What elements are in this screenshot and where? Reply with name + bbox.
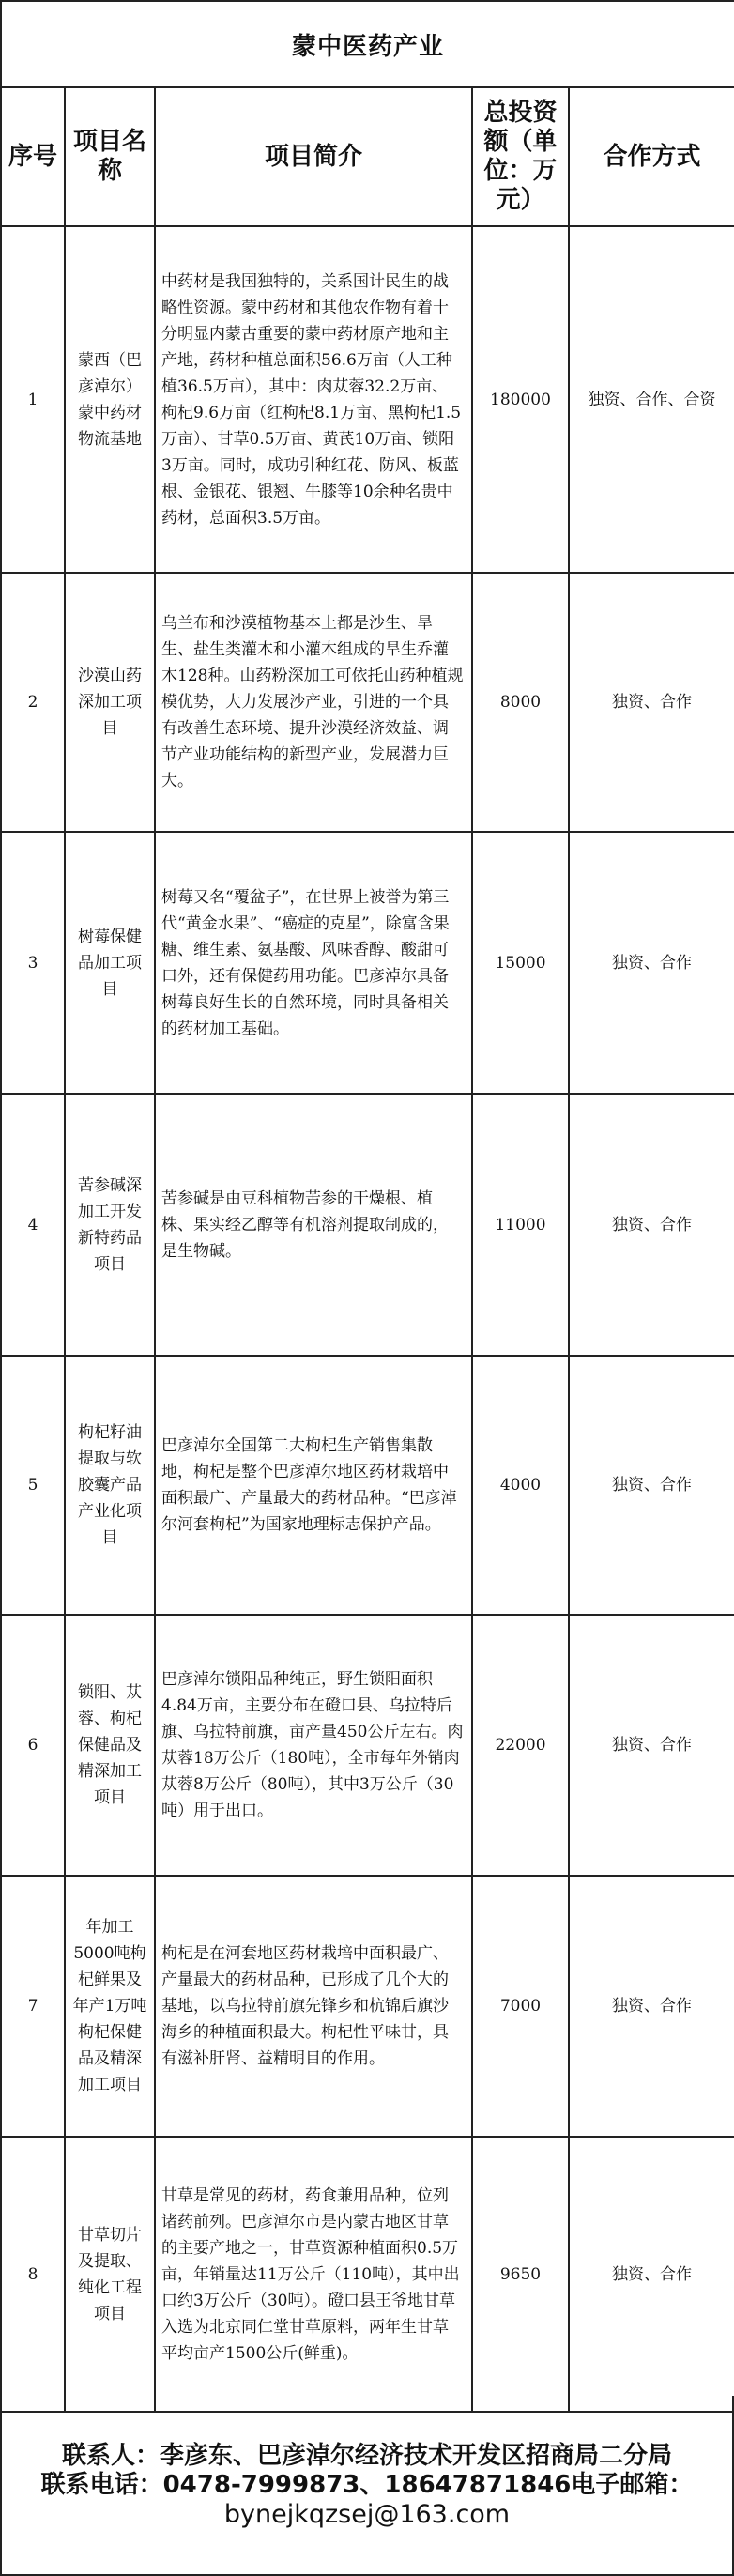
row-cooperation: 独资、合作 (569, 832, 734, 1094)
row-investment: 7000 (472, 1876, 569, 2137)
table-row (1, 832, 734, 1094)
row-seq: 4 (1, 1094, 65, 1356)
row-investment: 22000 (472, 1615, 569, 1876)
contact-phone: 联系电话：0478-7999873、18647871846电子邮箱： (40, 2470, 694, 2499)
contact-email: bynejkqzsej@163.com (223, 2499, 511, 2529)
row-cooperation: 独资、合作 (569, 1615, 734, 1876)
row-intro: 巴彦淖尔锁阳品种纯正，野生锁阳面积4.84万亩，主要分布在磴口县、乌拉特后旗、乌拉特前旗，亩产量450公斤左右。肉苁蓉18万公斤（180吨），全市每年外销肉苁蓉8万公斤（80吨），其中3万公斤（30吨）用于出口。 (155, 1615, 472, 1876)
header-row (1, 87, 734, 226)
header-investment: 总投资额（单位：万元） (472, 87, 569, 226)
header-seq: 序号 (1, 87, 65, 226)
row-investment: 11000 (472, 1094, 569, 1356)
row-intro: 巴彦淖尔全国第二大枸杞生产销售集散地，枸杞是整个巴彦淖尔地区药材栽培中面积最广、产量最大的药材品种。“巴彦淖尔河套枸杞”为国家地理标志保护产品。 (155, 1356, 472, 1615)
row-seq: 7 (1, 1876, 65, 2137)
row-cooperation: 独资、合作 (569, 573, 734, 832)
row-intro: 中药材是我国独特的，关系国计民生的战略性资源。蒙中药材和其他农作物有着十分明显内蒙古重要的蒙中药材原产地和主产地，药材种植总面积56.6万亩（人工种植36.5万亩），其中：肉苁蓉32.2万亩、枸杞9.6万亩（红枸杞8.1万亩、黑枸杞1.5万亩）、甘草0.5万亩、黄芪10万亩、锁阳3万亩。同时，成功引种红花、防风、板蓝根、金银花、银翘、牛膝等10余种名贵中药材，总面积3.5万亩。 (155, 226, 472, 573)
row-name: 苦参碱深加工开发新特药品项目 (65, 1094, 155, 1356)
row-investment: 15000 (472, 832, 569, 1094)
row-seq: 2 (1, 573, 65, 832)
row-name: 沙漠山药深加工项目 (65, 573, 155, 832)
row-intro: 乌兰布和沙漠植物基本上都是沙生、旱生、盐生类灌木和小灌木组成的旱生乔灌木128种。山药粉深加工可依托山药种植规模优势，大力发展沙产业，引进的一个具有改善生态环境、提升沙漠经济效益、调节产业功能结构的新型产业，发展潜力巨大。 (155, 573, 472, 832)
table-row (1, 2137, 734, 2412)
row-seq: 8 (1, 2137, 65, 2412)
row-name: 树莓保健品加工项目 (65, 832, 155, 1094)
row-investment: 9650 (472, 2137, 569, 2412)
table-row (1, 1094, 734, 1356)
header-intro: 项目简介 (155, 87, 472, 226)
table-row (1, 1356, 734, 1615)
row-seq: 3 (1, 832, 65, 1094)
table-row (1, 1876, 734, 2137)
row-name: 蒙西（巴彦淖尔）蒙中药材物流基地 (65, 226, 155, 573)
row-cooperation: 独资、合作 (569, 1356, 734, 1615)
table-row (1, 226, 734, 573)
row-name: 枸杞籽油提取与软胶囊产品产业化项目 (65, 1356, 155, 1615)
table-row (1, 573, 734, 832)
row-investment: 4000 (472, 1356, 569, 1615)
row-cooperation: 独资、合作 (569, 2137, 734, 2412)
row-name: 年加工5000吨枸杞鲜果及年产1万吨枸杞保健品及精深加工项目 (65, 1876, 155, 2137)
row-seq: 1 (1, 226, 65, 573)
row-seq: 6 (1, 1615, 65, 1876)
row-intro: 枸杞是在河套地区药材栽培中面积最广、产量最大的药材品种，已形成了几个大的基地，以乌拉特前旗先锋乡和杭锦后旗沙海乡的种植面积最大。枸杞性平味甘，具有滋补肝肾、益精明目的作用。 (155, 1876, 472, 2137)
row-name: 锁阳、苁蓉、枸杞保健品及精深加工项目 (65, 1615, 155, 1876)
row-name: 甘草切片及提取、纯化工程项目 (65, 2137, 155, 2412)
header-name: 项目名称 (65, 87, 155, 226)
row-intro: 树莓又名“覆盆子”，在世界上被誉为第三代“黄金水果”、“癌症的克星”，除富含果糖、维生素、氨基酸、风味香醇、酸甜可口外，还有保健药用功能。巴彦淖尔具备树莓良好生长的自然环境，同时具备相关的药材加工基础。 (155, 832, 472, 1094)
header-cooperation: 合作方式 (569, 87, 734, 226)
contact-persons: 联系人：李彦东、巴彦淖尔经济技术开发区招商局二分局 (61, 2441, 672, 2470)
row-cooperation: 独资、合作 (569, 1876, 734, 2137)
row-investment: 180000 (472, 226, 569, 573)
row-cooperation: 独资、合作 (569, 1094, 734, 1356)
row-cooperation: 独资、合作、合资 (569, 226, 734, 573)
table-row (1, 1615, 734, 1876)
table-title: 蒙中医药产业 (1, 1, 734, 87)
row-seq: 5 (1, 1356, 65, 1615)
contact-footer (0, 2396, 734, 2576)
row-investment: 8000 (472, 573, 569, 832)
row-intro: 苦参碱是由豆科植物苦参的干燥根、植株、果实经乙醇等有机溶剂提取制成的，是生物碱。 (155, 1094, 472, 1356)
row-intro: 甘草是常见的药材，药食兼用品种，位列诸药前列。巴彦淖尔市是内蒙古地区甘草的主要产地之一，甘草资源种植面积0.5万亩，年销量达11万公斤（110吨），其中出口约3万公斤（30吨）。磴口县王爷地甘草入选为北京同仁堂甘草原料，两年生甘草平均亩产1500公斤(鲜重)。 (155, 2137, 472, 2412)
